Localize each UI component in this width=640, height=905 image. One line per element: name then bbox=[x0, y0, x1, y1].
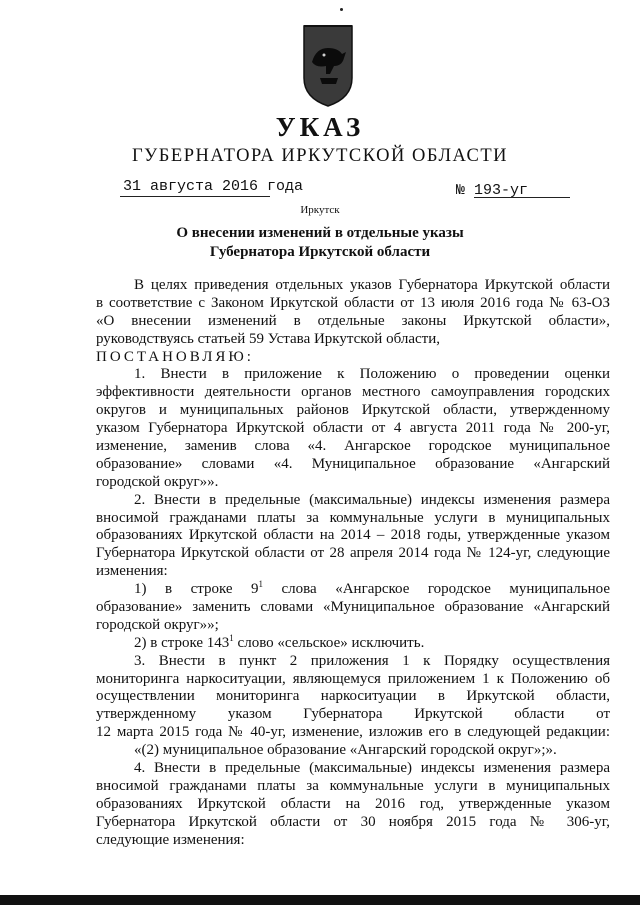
document-subtitle: ГУБЕРНАТОРА ИРКУТСКОЙ ОБЛАСТИ bbox=[131, 146, 508, 166]
document-title: УКАЗ bbox=[275, 112, 365, 142]
document-heading bbox=[0, 224, 640, 262]
body-line: образование» словами «4. Муниципальное образование «Ангарский bbox=[96, 455, 610, 472]
body-line: 1. Внести в приложение к Положению о проведении оценки bbox=[134, 366, 610, 383]
body-line: вносимой гражданами платы за коммунальные услуги в муниципальных bbox=[96, 777, 610, 794]
body-line: изменение, заменив слова «4. Ангарское городское муниципальное bbox=[96, 438, 610, 455]
body-line: указом Губернатора Иркутской области от 4 августа 2011 года № 200-уг, bbox=[96, 420, 610, 437]
body-line: мониторинга наркоситуации, являющемуся приложением 1 к Положению об bbox=[96, 670, 610, 687]
heading-line-1: О внесении изменений в отдельные указы bbox=[176, 225, 464, 241]
body-line: в соответствие с Законом Иркутской области от 13 июля 2016 года № 63-ОЗ bbox=[96, 294, 610, 311]
scan-bottom-bar bbox=[0, 895, 640, 905]
body-line: эффективности деятельности органов местного самоуправления городских bbox=[96, 384, 610, 401]
body-text: 2) в строке 143 bbox=[134, 634, 230, 651]
body-line: осуществлении мониторинга наркоситуации в Иркутской области, bbox=[96, 688, 610, 705]
body-line bbox=[96, 632, 610, 653]
superscript: 1 bbox=[258, 579, 264, 590]
body-line: городской округ»». bbox=[96, 473, 219, 490]
date-underline bbox=[120, 196, 270, 197]
document-body bbox=[96, 277, 610, 850]
body-text: 1) в строке 9 bbox=[134, 581, 259, 598]
body-line: округов и муниципальных районов Иркутской области, утвержденному bbox=[96, 402, 610, 419]
number-underline bbox=[474, 197, 570, 198]
body-line: изменения: bbox=[96, 563, 168, 580]
coat-of-arms-icon bbox=[300, 18, 356, 108]
document-date: 31 августа 2016 года bbox=[123, 178, 304, 195]
document-city: Иркутск bbox=[300, 204, 340, 216]
superscript: 1 bbox=[229, 632, 234, 643]
body-text: слова «Ангарское городское муниципальное bbox=[263, 581, 611, 598]
body-line: городской округ»»; bbox=[96, 616, 219, 633]
body-line: 2. Внести в предельные (максимальные) индексы изменения размера bbox=[134, 491, 610, 508]
body-line bbox=[96, 581, 610, 599]
body-line: следующие изменения: bbox=[96, 831, 245, 848]
body-line: образованиях Иркутской области на 2014 – 2018 годы, утвержденные указом bbox=[96, 527, 610, 544]
body-line: образование» заменить словами «Муниципальное образование «Ангарский bbox=[96, 599, 610, 616]
body-line: Губернатора Иркутской области от 30 ноября 2015 года № 306-уг, bbox=[96, 813, 610, 830]
body-line: «О внесении изменений в отдельные законы Иркутской области», bbox=[96, 312, 610, 329]
body-line: В целях приведения отдельных указов Губернатора Иркутской области bbox=[134, 277, 610, 293]
body-line-decree: ПОСТАНОВЛЯЮ: bbox=[96, 348, 254, 365]
document-number: № 193-уг bbox=[456, 182, 529, 199]
body-line: Губернатора Иркутской области от 28 апреля 2014 года № 124-уг, следующие bbox=[96, 545, 610, 562]
body-line: «(2) муниципальное образование «Ангарский городской округ»;». bbox=[134, 742, 557, 759]
body-line: 4. Внести в предельные (максимальные) индексы изменения размера bbox=[134, 760, 610, 777]
scan-dot bbox=[340, 8, 343, 11]
body-line: руководствуясь статьей 59 Устава Иркутской области, bbox=[96, 330, 440, 347]
body-text: слово «сельское» исключить. bbox=[233, 634, 425, 651]
body-line: образованиях Иркутской области на 2016 год, утвержденные указом bbox=[96, 795, 610, 812]
body-line: вносимой гражданами платы за коммунальные услуги в муниципальных bbox=[96, 509, 610, 526]
heading-line-2: Губернатора Иркутской области bbox=[209, 244, 431, 260]
body-line: утвержденному указом Губернатора Иркутской области от bbox=[96, 706, 610, 723]
body-line: 3. Внести в пункт 2 приложения 1 к Порядку осуществления bbox=[134, 652, 610, 669]
body-line: 12 марта 2015 года № 40-уг, изменение, изложив его в следующей редакции: bbox=[96, 724, 610, 741]
